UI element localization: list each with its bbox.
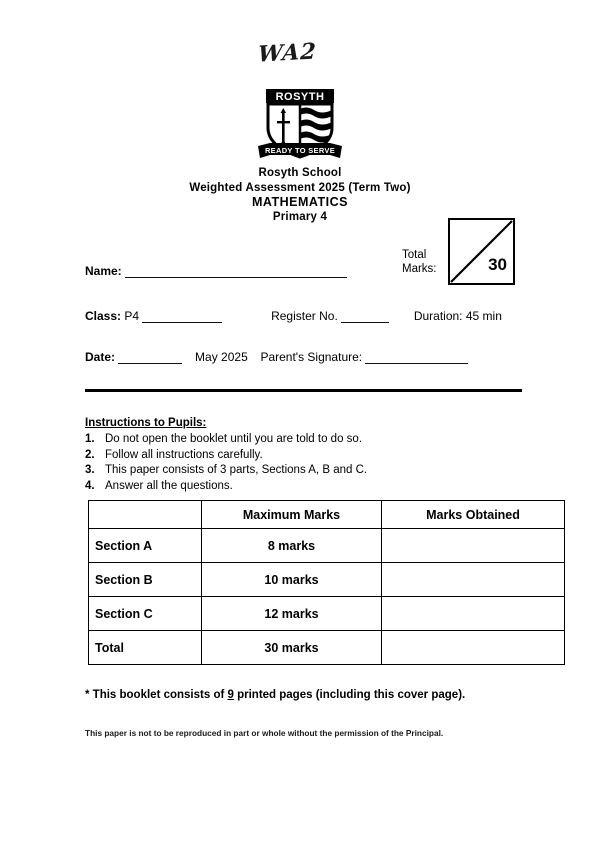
- school-crest-icon: [252, 88, 348, 162]
- table-row: [89, 597, 565, 631]
- svg-text:READY TO SERVE: READY TO SERVE: [264, 146, 336, 155]
- total-marks-box: [448, 218, 515, 285]
- instruction-item: [85, 448, 367, 464]
- row-marks-obtained[interactable]: [382, 563, 565, 597]
- copyright-note: This paper is not to be reproduced in part or whole without the permission of the Principal.: [85, 728, 444, 738]
- instruction-number: 4.: [85, 479, 95, 492]
- handwritten-annotation: WA2: [257, 38, 318, 68]
- instruction-text: Follow all instructions carefully.: [105, 448, 263, 461]
- name-input-blank[interactable]: [125, 265, 347, 278]
- row-maximum-marks: 12 marks: [202, 597, 382, 631]
- class-value: P4: [124, 309, 140, 323]
- name-label: Name:: [85, 264, 122, 278]
- level-title: Primary 4: [272, 210, 328, 223]
- row-marks-obtained[interactable]: [382, 631, 565, 665]
- total-marks-value: 30: [488, 255, 507, 274]
- instruction-number: 1.: [85, 433, 95, 445]
- row-section-label: Section A: [89, 529, 202, 563]
- assessment-title: Weighted Assessment 2025 (Term Two): [189, 181, 411, 194]
- class-input-blank[interactable]: [142, 310, 222, 323]
- instruction-text: This paper consists of 3 parts, Sections A, B and C.: [105, 464, 368, 476]
- instructions-title: Instructions to Pupils:: [85, 417, 207, 429]
- marks-summary-table: [88, 500, 565, 665]
- header-divider: [85, 389, 522, 392]
- booklet-pages-note: [85, 689, 465, 701]
- booklet-page-count: 9: [227, 689, 234, 701]
- table-header-blank: [89, 501, 202, 529]
- exam-header: [0, 166, 600, 224]
- signature-input-blank[interactable]: [365, 351, 468, 364]
- instruction-item: [85, 432, 367, 448]
- instruction-item: [85, 479, 367, 495]
- instruction-text: Answer all the questions.: [105, 479, 233, 492]
- row-section-label: Section C: [89, 597, 202, 631]
- row-maximum-marks: 10 marks: [202, 563, 382, 597]
- date-input-blank[interactable]: [118, 351, 182, 364]
- signature-label: Parent's Signature:: [260, 350, 363, 364]
- class-field-row: [85, 309, 502, 323]
- table-row: [89, 563, 565, 597]
- duration-label: Duration: 45 min: [413, 309, 502, 323]
- instruction-number: 3.: [85, 464, 95, 476]
- instruction-text: Do not open the booklet until you are told to do so.: [105, 433, 363, 445]
- row-maximum-marks: 30 marks: [202, 631, 382, 665]
- svg-text:ROSYTH: ROSYTH: [275, 91, 325, 103]
- register-input-blank[interactable]: [341, 310, 389, 323]
- total-marks-label-line1: Total: [402, 249, 427, 261]
- instructions-block: [85, 417, 367, 494]
- register-label: Register No.: [271, 309, 338, 323]
- table-header-row: [89, 501, 565, 529]
- table-header-marks-obtained: Marks Obtained: [382, 501, 565, 529]
- name-field-row: [85, 264, 347, 278]
- school-name: Rosyth School: [258, 167, 342, 179]
- total-marks-label-line2: Marks:: [402, 263, 437, 275]
- row-section-label: Total: [89, 631, 202, 665]
- table-header-maximum-marks: Maximum Marks: [202, 501, 382, 529]
- date-label: Date:: [85, 350, 116, 364]
- table-row: [89, 631, 565, 665]
- instruction-number: 2.: [85, 448, 95, 461]
- subject-title: MATHEMATICS: [252, 195, 348, 209]
- table-row: [89, 529, 565, 563]
- row-marks-obtained[interactable]: [382, 597, 565, 631]
- date-field-row: [85, 350, 468, 364]
- booklet-note-suffix: printed pages (including this cover page).: [233, 689, 466, 701]
- booklet-note-prefix: * This booklet consists of: [85, 689, 228, 701]
- instruction-item: [85, 463, 367, 479]
- total-marks-label: [402, 248, 437, 276]
- row-marks-obtained[interactable]: [382, 529, 565, 563]
- row-maximum-marks: 8 marks: [202, 529, 382, 563]
- date-month: May 2025: [195, 350, 248, 364]
- row-section-label: Section B: [89, 563, 202, 597]
- class-label: Class:: [85, 309, 122, 323]
